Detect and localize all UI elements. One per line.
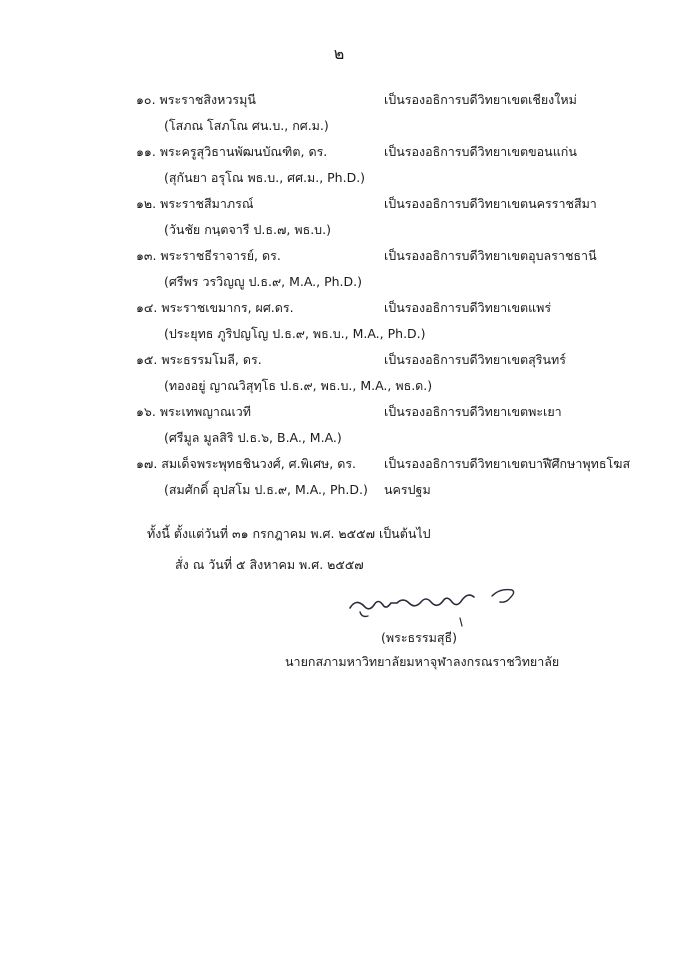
entry-name: ๑๗. สมเด็จพระพุทธชินวงศ์, ศ.พิเศษ, ดร. (136, 456, 357, 471)
entry-name: ๑๒. พระราชสีมาภรณ์ (136, 196, 254, 211)
entry-detail: (ศรีมูล มูลสิริ ป.ธ.๖, B.A., M.A.) (164, 430, 342, 445)
order-date-text: สั่ง ณ วันที่ ๕ สิงหาคม พ.ศ. ๒๕๕๗ (175, 557, 364, 572)
entry-name: ๑๕. พระธรรมโมลี, ดร. (136, 352, 262, 367)
entry-role: เป็นรองอธิการบดีวิทยาเขตขอนแก่น (384, 144, 577, 159)
entry-detail: (สุกันยา อรุโณ พธ.บ., ศศ.ม., Ph.D.) (164, 170, 366, 185)
signer-name: (พระธรรมสุธี) (381, 630, 457, 645)
entry-role: เป็นรองอธิการบดีวิทยาเขตเชียงใหม่ (384, 92, 577, 107)
signature (340, 586, 530, 628)
entry-name: ๑๐. พระราชสิงหวรมุนี (136, 92, 256, 107)
effective-date-text: ทั้งนี้ ตั้งแต่วันที่ ๓๑ กรกฎาคม พ.ศ. ๒๕๕๗ เป็นต้นไป (147, 526, 431, 541)
entry-name: ๑๑. พระครูสุวิธานพัฒนบัณฑิต, ดร. (136, 144, 328, 159)
signer-title: นายกสภามหาวิทยาลัยมหาจุฬาลงกรณราชวิทยาลัย (285, 654, 560, 669)
entry-role-continuation: นครปฐม (384, 482, 431, 497)
entry-role: เป็นรองอธิการบดีวิทยาเขตนครราชสีมา (384, 196, 597, 211)
entry-detail: (ประยุทธ ภูริปญโญ ป.ธ.๙, พธ.บ., M.A., Ph.D.) (164, 326, 426, 341)
entry-role: เป็นรองอธิการบดีวิทยาเขตสุรินทร์ (384, 352, 566, 367)
entry-name: ๑๔. พระราชเขมากร, ผศ.ดร. (136, 300, 294, 315)
entry-name: ๑๓. พระราชธีราจารย์, ดร. (136, 248, 281, 263)
entry-detail: (โสภณ โสภโณ ศน.บ., กศ.ม.) (164, 118, 329, 133)
entry-detail: (ทองอยู่ ญาณวิสุทฺโธ ป.ธ.๙, พธ.บ., M.A., พธ.ด.) (164, 378, 433, 393)
entry-role: เป็นรองอธิการบดีวิทยาเขตบาฬีศึกษาพุทธโฆส (384, 456, 631, 471)
entry-role: เป็นรองอธิการบดีวิทยาเขตพะเยา (384, 404, 562, 419)
entry-detail: (สมศักดิ์ อุปสโม ป.ธ.๙, M.A., Ph.D.) (164, 482, 368, 497)
page-number: ๒ (333, 44, 345, 63)
entry-role: เป็นรองอธิการบดีวิทยาเขตอุบลราชธานี (384, 248, 597, 263)
entry-detail: (วันชัย กนฺตจารี ป.ธ.๗, พธ.บ.) (164, 222, 331, 237)
entry-role: เป็นรองอธิการบดีวิทยาเขตแพร่ (384, 300, 552, 315)
entry-name: ๑๖. พระเทพญาณเวที (136, 404, 252, 419)
entry-detail: (ศรีพร วรวิญญู ป.ธ.๙, M.A., Ph.D.) (164, 274, 363, 289)
